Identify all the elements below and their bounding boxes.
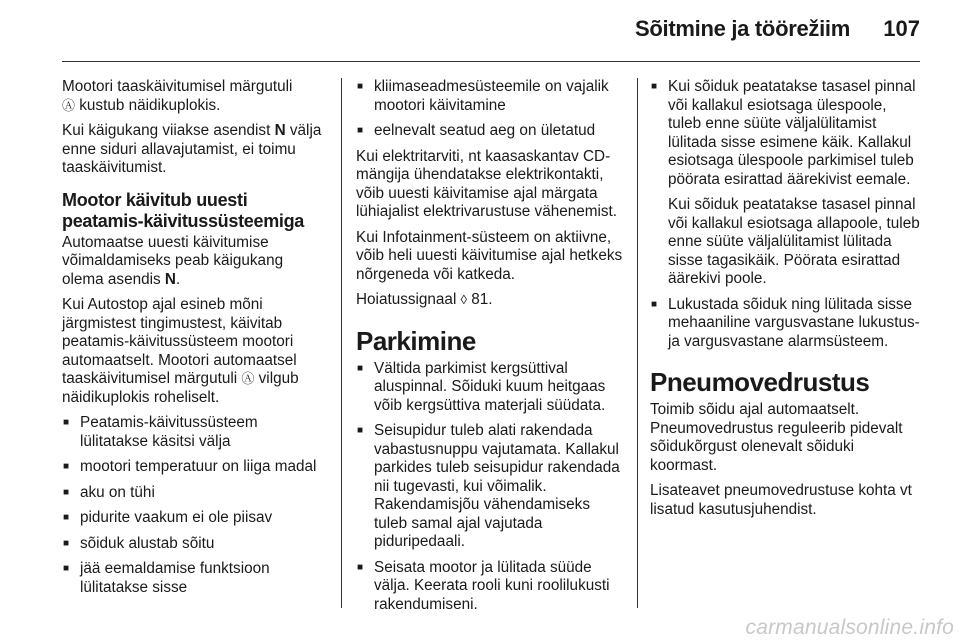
bullet-list — [62, 414, 328, 597]
list-item: ■ Seisata mootor ja lülitada süüde välja. Keerata rooli kuni roolilukusti rakendumiseni. — [356, 559, 626, 615]
list-item: ■ Vältida parkimist kergsüttival aluspinnal. Sõiduki kuum heitgaas võib kergsüttiva materjali süüdata. — [356, 360, 626, 416]
section-heading: Parkimine — [356, 325, 476, 356]
paragraph: Kui käigukang viiakse asendist N välja enne siduri allavajutamist, ei toimu taaskäivitumist. — [62, 122, 322, 176]
column-3 — [650, 78, 922, 526]
section-heading: Pneumovedrustus — [650, 367, 870, 397]
list-item: ■ eelnevalt seatud aeg on ületatud — [356, 122, 626, 141]
column-divider-1 — [341, 78, 342, 608]
bullet-list — [650, 296, 922, 352]
list-item: ■ kliimaseadmesüsteemile on vajalik mootori käivitamine — [356, 78, 626, 115]
page-header — [0, 0, 960, 62]
autostop-icon: Ⓐ — [62, 97, 76, 113]
column-2 — [356, 78, 626, 621]
paragraph: Kui elektritarviti, nt kaasaskantav CD-mängija ühendatakse elektrikontakti, võib uuesti käivitamise ajal märgata lühiajalist elektrivarustuse vähenemist. — [356, 147, 618, 220]
paragraph: Lisateavet pneumovedrustuse kohta vt lisatud kasutusjuhendist. — [650, 482, 912, 518]
bullet-list — [356, 360, 626, 615]
paragraph: Mootori taaskäivitumisel märgutuli Ⓐ kustub näidikuplokis. — [62, 78, 293, 114]
page-reference-link[interactable]: 81. — [467, 291, 493, 308]
column-divider-2 — [637, 78, 638, 608]
paragraph: Kui sõiduk peatatakse tasasel pinnal või kallakul esiotsaga allapoole, tuleb enne süüte väljalülitamist lülitada sisse tagasikäik. Pöörata esirattad äärekivi poole. — [668, 196, 920, 287]
list-item: ■ Lukustada sõiduk ning lülitada sisse mehaaniline vargusvastane lukustus- ja vargusvastane alarmsüsteem. — [650, 296, 922, 352]
list-item: ■ Peatamis-käivitussüsteem lülitatakse käsitsi välja — [62, 414, 328, 451]
column-1 — [62, 78, 328, 604]
section-heading: Mootor käivitub uuesti peatamis-käivitussüsteemiga — [62, 189, 305, 231]
paragraph: Kui Autostop ajal esineb mõni järgmistest tingimustest, käivitab peatamis-käivitussüsteem mootori automaatselt. Mootori automaatsel taaskäivitumisel märgutuli Ⓐ vilgub näidikuplokis roheliselt. — [62, 296, 299, 406]
list-item: ■ pidurite vaakum ei ole piisav — [62, 509, 328, 528]
bullet-list — [356, 78, 626, 141]
paragraph: Hoiatussignaal ◊ 81. — [356, 291, 493, 308]
paragraph: Toimib sõidu ajal automaatselt. Pneumovedrustus reguleerib pidevalt sõidukõrgust olenevalt sõiduki koormast. — [650, 401, 903, 474]
list-item: ■ Seisupidur tuleb alati rakendada vabastusnuppu vajutamata. Kallakul parkides tuleb seisupidur rakendada nii tugevasti, kui võimalik. Rakendamisjõu vähendamiseks tuleb samal ajal vajutada piduripedaali. — [356, 422, 626, 552]
paragraph: Automaatse uuesti käivitumise võimaldamiseks peab käigukang olema asendis N. — [62, 233, 284, 288]
paragraph: Kui Infotainment-süsteem on aktiivne, võib heli uuesti käivitumise ajal hetkeks nõrgeneda või katkeda. — [356, 228, 623, 283]
autostop-icon: Ⓐ — [241, 371, 255, 386]
page-number: 107 — [883, 16, 920, 41]
bullet-list — [650, 78, 922, 189]
list-item: ■ sõiduk alustab sõitu — [62, 535, 328, 554]
list-item: ■ aku on tühi — [62, 484, 328, 503]
header-rule — [62, 61, 920, 62]
list-item: ■ Kui sõiduk peatatakse tasasel pinnal või kallakul esiotsaga ülespoole, tuleb enne süüte väljalülitamist lülitada sisse esimene käik. Kallakul esiotsaga ülespoole parkimisel tuleb pöörata esirattad äärekivist eemale. — [650, 78, 922, 189]
page-reference-icon: ◊ — [460, 292, 468, 307]
watermark: carmanualsonline.info — [745, 616, 954, 639]
list-item: ■ jää eemaldamise funktsioon lülitatakse sisse — [62, 560, 328, 597]
list-item: ■ mootori temperatuur on liiga madal — [62, 458, 328, 477]
page-title: Sõitmine ja töörežiim — [635, 16, 850, 41]
